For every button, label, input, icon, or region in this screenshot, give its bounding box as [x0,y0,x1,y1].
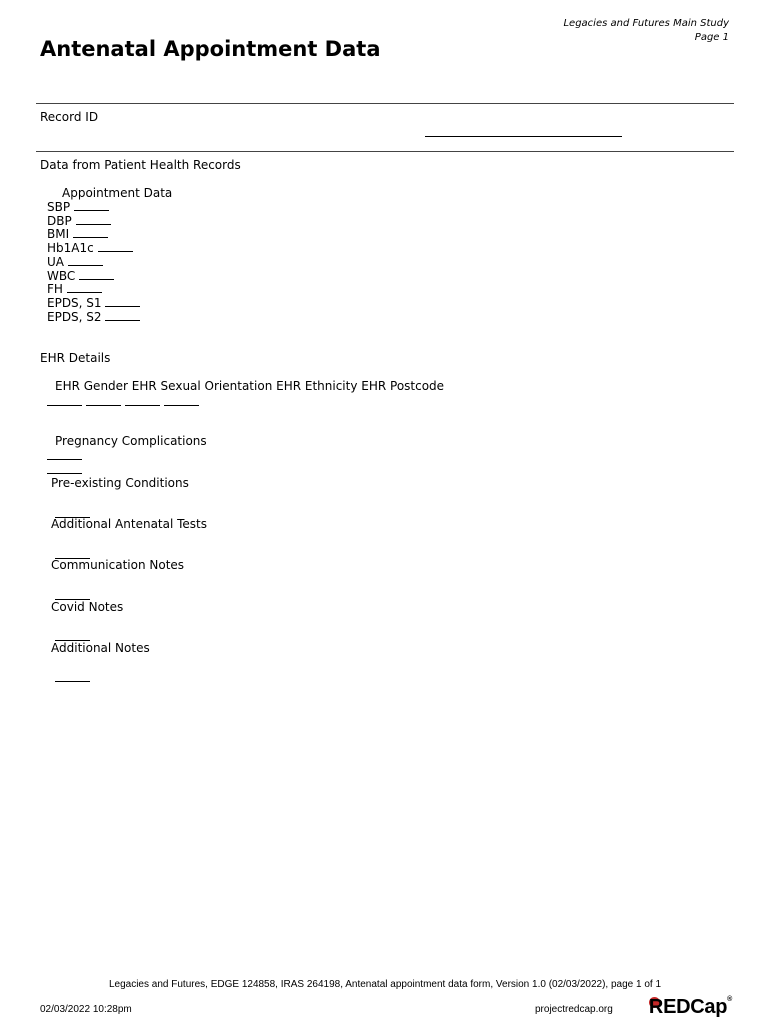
field-label: BMI [47,227,70,241]
footer-site: projectredcap.org [535,1004,613,1015]
appointment-data-label: Appointment Data [62,186,173,200]
pregnancy-complications-field[interactable] [47,459,82,460]
pregnancy-complications-field-2[interactable] [47,473,82,474]
ehr-sexual-orientation-field[interactable] [86,405,121,406]
field-label: EPDS, S1 [47,296,102,310]
epds-s1-field[interactable] [47,296,140,311]
ehr-postcode-field[interactable] [164,405,199,406]
dbp-blank[interactable] [76,214,111,225]
bmi-field[interactable] [47,227,108,242]
ua-field[interactable] [47,255,103,270]
fh-field[interactable] [47,282,102,297]
additional-notes-field[interactable] [55,681,90,682]
field-label: UA [47,255,64,269]
record-id-label: Record ID [40,110,99,124]
ehr-details-label: EHR Details [40,351,111,365]
ehr-gender-field[interactable] [47,405,82,406]
field-label: Hb1A1c [47,241,94,255]
communication-notes-label: Communication Notes [51,558,185,572]
footer-timestamp: 02/03/2022 10:28pm [40,1004,132,1015]
epds-s2-field[interactable] [47,310,140,325]
hb1a1c-field[interactable] [47,241,133,256]
ehr-ethnicity-field[interactable] [125,405,160,406]
epds-s1-blank[interactable] [105,296,140,307]
covid-notes-label: Covid Notes [51,600,124,614]
bmi-blank[interactable] [73,227,108,238]
logo-registered-mark: ® [727,996,732,1003]
pregnancy-complications-label: Pregnancy Complications [55,434,207,448]
study-name: Legacies and Futures Main Study [563,18,729,29]
additional-notes-label: Additional Notes [51,641,150,655]
field-label: SBP [47,200,71,214]
ua-blank[interactable] [68,255,103,266]
preexisting-conditions-label: Pre-existing Conditions [51,476,189,490]
epds-s2-blank[interactable] [105,310,140,321]
study-name-header [563,17,729,45]
field-label: FH [47,282,63,296]
field-label: DBP [47,214,72,228]
redcap-logo [649,996,732,1019]
page-number: Page 1 [694,32,729,43]
section-label: Data from Patient Health Records [40,158,241,172]
divider [36,103,734,104]
divider [36,151,734,152]
field-label: WBC [47,269,76,283]
hb1a1c-blank[interactable] [98,241,133,252]
record-id-field[interactable] [425,136,622,137]
footer-form-info: Legacies and Futures, EDGE 124858, IRAS 264198, Antenatal appointment data form, Version 1.0 (02/03/2022), page 1 of 1 [108,979,662,990]
ehr-columns-label: EHR Gender EHR Sexual Orientation EHR Ethnicity EHR Postcode [55,379,445,393]
sbp-field[interactable] [47,200,109,215]
wbc-blank[interactable] [79,269,114,280]
antenatal-tests-label: Additional Antenatal Tests [51,517,208,531]
field-label: EPDS, S2 [47,310,102,324]
fh-blank[interactable] [67,282,102,293]
sbp-blank[interactable] [74,200,109,211]
page-title: Antenatal Appointment Data [40,37,381,61]
logo-text: REDCap [648,996,728,1018]
